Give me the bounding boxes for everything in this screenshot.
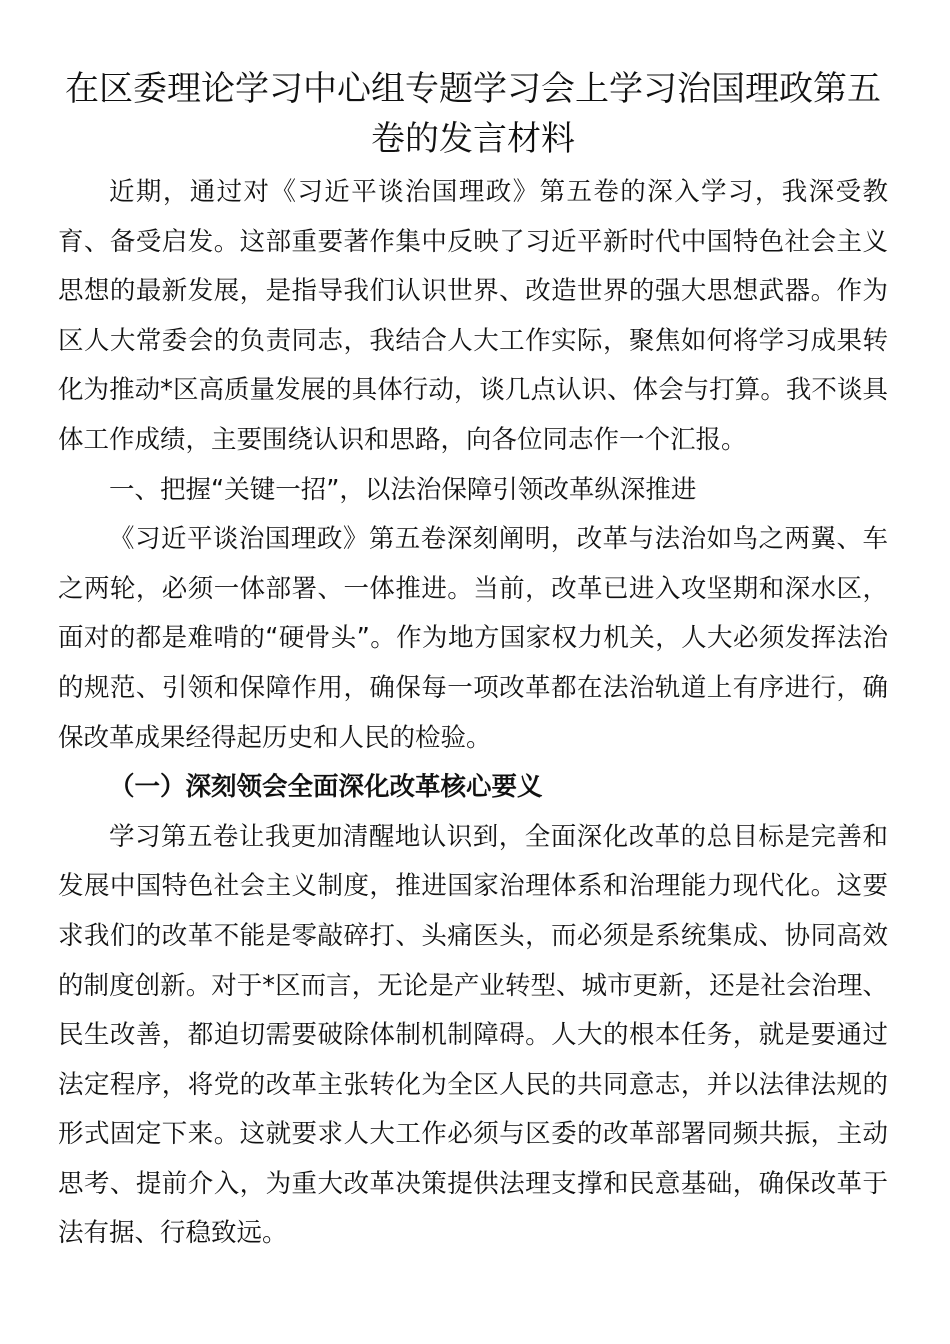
document-page [58,64,888,1259]
intro-paragraph: 近期，通过对《习近平谈治国理政》第五卷的深入学习，我深受教育、备受启发。这部重要著作集中反映了习近平新时代中国特色社会主义思想的最新发展，是指导我们认识世界、改造世界的强大思想武器。作为区人大常委会的负责同志，我结合人大工作实际，聚焦如何将学习成果转化为推动*区高质量发展的具体行动，谈几点认识、体会与打算。我不谈具体工作成绩，主要围绕认识和思路，向各位同志作一个汇报。 [58,177,888,455]
document-title: 在区委理论学习中心组专题学习会上学习治国理政第五卷的发言材料 [65,69,881,159]
section-1-paragraph: 《习近平谈治国理政》第五卷深刻阐明，改革与法治如鸟之两翼、车之两轮，必须一体部署、一体推进。当前，改革已进入攻坚期和深水区，面对的都是难啃的“硬骨头”。作为地方国家权力机关，人大必须发挥法治的规范、引领和保障作用，确保每一项改革都在法治轨道上有序进行，确保改革成果经得起历史和人民的检验。 [58,524,888,753]
section-1-heading: 一、把握“关键一招”，以法治保障引领改革纵深推进 [109,474,697,505]
subsection-1-paragraph: 学习第五卷让我更加清醒地认识到，全面深化改革的总目标是完善和发展中国特色社会主义制度，推进国家治理体系和治理能力现代化。这要求我们的改革不能是零敲碎打、头痛医头，而必须是系统集成、协同高效的制度创新。对于*区而言，无论是产业转型、城市更新，还是社会治理、民生改善，都迫切需要破除体制机制障碍。人大的根本任务，就是要通过法定程序，将党的改革主张转化为全区人民的共同意志，并以法律法规的形式固定下来。这就要求人大工作必须与区委的改革部署同频共振，主动思考、提前介入，为重大改革决策提供法理支撑和民意基础，确保改革于法有据、行稳致远。 [58,821,888,1249]
subsection-1-heading: （一）深刻领会全面深化改革核心要义 [109,772,543,803]
